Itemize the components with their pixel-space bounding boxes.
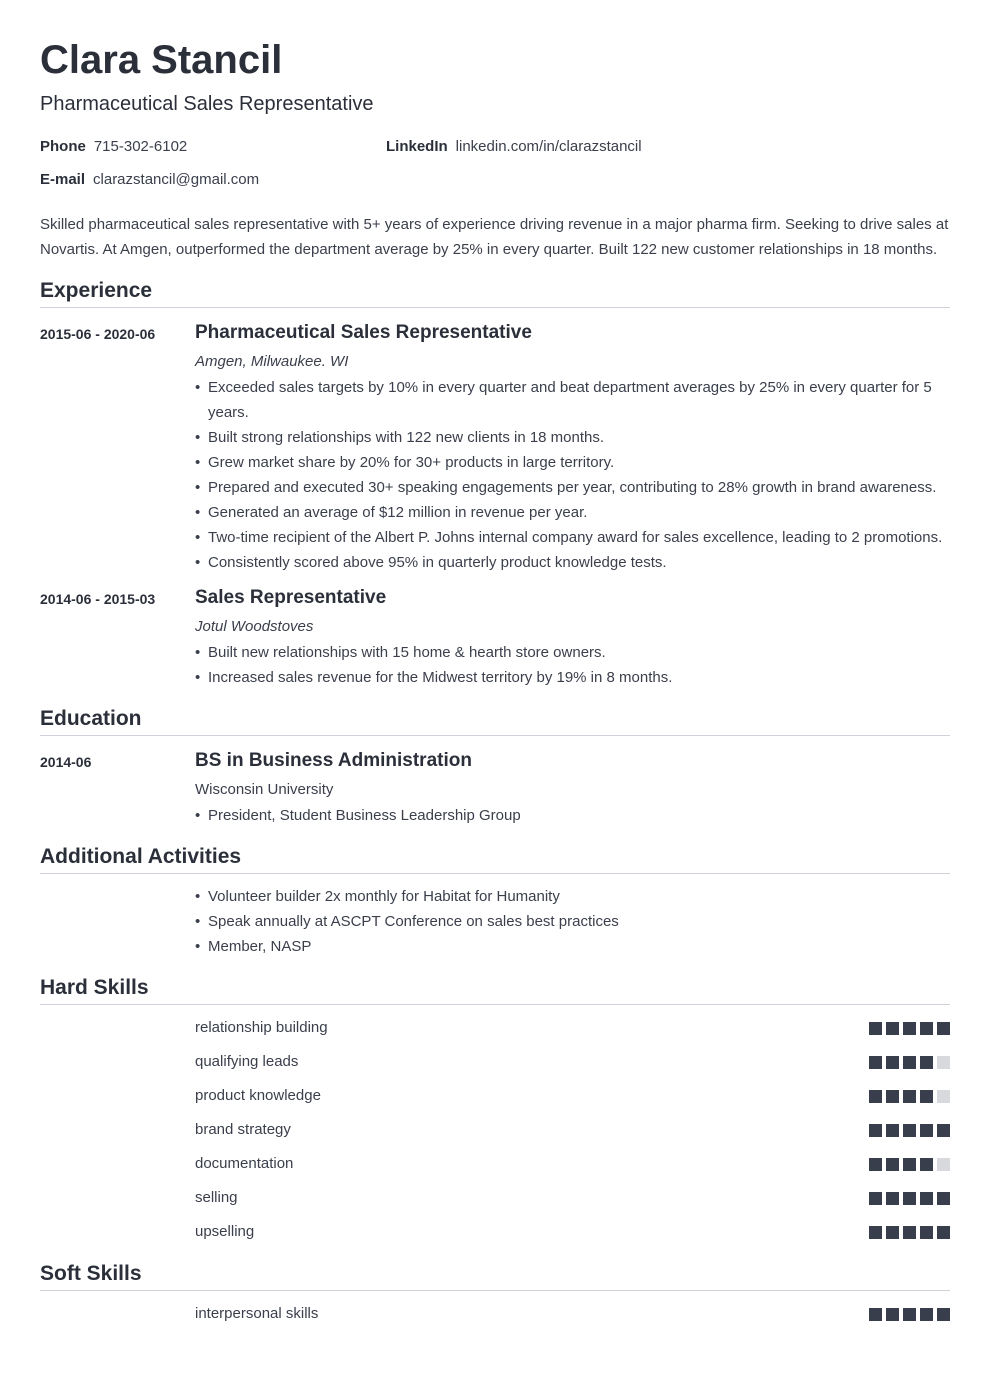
activities-bullets bbox=[195, 884, 955, 959]
rating-square-filled bbox=[886, 1308, 899, 1321]
skill-rating bbox=[865, 1124, 950, 1137]
job-2-dates: 2014-06 - 2015-03 bbox=[40, 591, 156, 607]
rating-square-filled bbox=[903, 1022, 916, 1035]
skill-row bbox=[195, 1018, 950, 1038]
skill-name: relationship building bbox=[195, 1019, 328, 1036]
list-item: • Consistently scored above 95% in quarterly product knowledge tests. bbox=[195, 550, 955, 575]
candidate-name: Clara Stancil bbox=[40, 38, 283, 82]
rating-square-filled bbox=[937, 1226, 950, 1239]
education-heading: Education bbox=[40, 705, 950, 736]
education-date: 2014-06 bbox=[40, 754, 92, 770]
candidate-title: Pharmaceutical Sales Representative bbox=[40, 93, 374, 115]
rating-square-filled bbox=[920, 1158, 933, 1171]
skill-name: selling bbox=[195, 1189, 238, 1206]
list-item: • Prepared and executed 30+ speaking engagements per year, contributing to 28% growth in brand awareness. bbox=[195, 475, 955, 500]
rating-square-filled bbox=[869, 1090, 882, 1103]
contact-linkedin bbox=[386, 137, 642, 157]
rating-square-filled bbox=[869, 1308, 882, 1321]
rating-square-filled bbox=[886, 1226, 899, 1239]
list-item: • Built new relationships with 15 home & hearth store owners. bbox=[195, 640, 955, 665]
skill-name: upselling bbox=[195, 1223, 255, 1240]
rating-square-filled bbox=[903, 1308, 916, 1321]
rating-square-filled bbox=[937, 1308, 950, 1321]
education-school: Wisconsin University bbox=[195, 781, 334, 798]
skill-name: brand strategy bbox=[195, 1121, 291, 1138]
soft-skills-heading: Soft Skills bbox=[40, 1260, 950, 1291]
rating-square-filled bbox=[886, 1022, 899, 1035]
list-item: • Built strong relationships with 122 new clients in 18 months. bbox=[195, 425, 955, 450]
rating-square-empty bbox=[937, 1090, 950, 1103]
job-2-bullets bbox=[195, 640, 955, 690]
list-item: • Member, NASP bbox=[195, 934, 955, 959]
rating-square-filled bbox=[869, 1056, 882, 1069]
rating-square-filled bbox=[903, 1090, 916, 1103]
skill-name: product knowledge bbox=[195, 1087, 321, 1104]
rating-square-filled bbox=[920, 1056, 933, 1069]
skill-row bbox=[195, 1222, 950, 1242]
list-item: • Generated an average of $12 million in revenue per year. bbox=[195, 500, 955, 525]
rating-square-filled bbox=[920, 1192, 933, 1205]
skill-rating bbox=[865, 1158, 950, 1171]
rating-square-filled bbox=[886, 1158, 899, 1171]
skill-row bbox=[195, 1188, 950, 1208]
linkedin-value: linkedin.com/in/clarazstancil bbox=[455, 138, 642, 155]
rating-square-empty bbox=[937, 1158, 950, 1171]
skill-name: interpersonal skills bbox=[195, 1305, 319, 1322]
contact-phone bbox=[40, 137, 187, 157]
rating-square-empty bbox=[937, 1056, 950, 1069]
education-bullets bbox=[195, 803, 955, 828]
skill-row bbox=[195, 1052, 950, 1072]
rating-square-filled bbox=[920, 1308, 933, 1321]
rating-square-filled bbox=[903, 1124, 916, 1137]
list-item: • Volunteer builder 2x monthly for Habitat for Humanity bbox=[195, 884, 955, 909]
phone-value: 715-302-6102 bbox=[93, 138, 188, 155]
rating-square-filled bbox=[886, 1056, 899, 1069]
list-item: • Speak annually at ASCPT Conference on sales best practices bbox=[195, 909, 955, 934]
skill-rating bbox=[865, 1308, 950, 1321]
email-label: E-mail bbox=[40, 171, 86, 188]
rating-square-filled bbox=[903, 1056, 916, 1069]
job-1-title: Pharmaceutical Sales Representative bbox=[195, 322, 532, 343]
rating-square-filled bbox=[920, 1022, 933, 1035]
linkedin-label: LinkedIn bbox=[386, 138, 448, 155]
education-degree: BS in Business Administration bbox=[195, 750, 472, 771]
skill-row bbox=[195, 1086, 950, 1106]
list-item: • Exceeded sales targets by 10% in every quarter and beat department averages by 25% in every quarter for 5 years. bbox=[195, 375, 955, 425]
skill-rating bbox=[865, 1192, 950, 1205]
rating-square-filled bbox=[886, 1090, 899, 1103]
rating-square-filled bbox=[869, 1124, 882, 1137]
skill-row bbox=[195, 1304, 950, 1324]
skill-rating bbox=[865, 1056, 950, 1069]
rating-square-filled bbox=[869, 1226, 882, 1239]
skill-rating bbox=[865, 1022, 950, 1035]
rating-square-filled bbox=[903, 1226, 916, 1239]
skill-name: qualifying leads bbox=[195, 1053, 299, 1070]
experience-heading: Experience bbox=[40, 277, 950, 308]
rating-square-filled bbox=[869, 1158, 882, 1171]
hard-skills-heading: Hard Skills bbox=[40, 974, 950, 1005]
rating-square-filled bbox=[886, 1124, 899, 1137]
skill-row bbox=[195, 1120, 950, 1140]
list-item: • Two-time recipient of the Albert P. Johns internal company award for sales excellence, leading to 2 promotions. bbox=[195, 525, 955, 550]
list-item: • President, Student Business Leadership Group bbox=[195, 803, 955, 828]
rating-square-filled bbox=[869, 1022, 882, 1035]
rating-square-filled bbox=[937, 1192, 950, 1205]
rating-square-filled bbox=[937, 1124, 950, 1137]
rating-square-filled bbox=[920, 1226, 933, 1239]
job-1-bullets bbox=[195, 375, 955, 575]
phone-label: Phone bbox=[40, 138, 86, 155]
job-2-title: Sales Representative bbox=[195, 587, 387, 608]
list-item: • Grew market share by 20% for 30+ products in large territory. bbox=[195, 450, 955, 475]
summary-paragraph: Skilled pharmaceutical sales representative with 5+ years of experience driving revenue in a major pharma firm. Seeking to drive sales at Novartis. At Amgen, outperformed the department average by 25% in every quarter. Built 122 new customer relationships in 18 months. bbox=[40, 216, 949, 258]
email-value: clarazstancil@gmail.com bbox=[93, 171, 260, 188]
rating-square-filled bbox=[920, 1124, 933, 1137]
job-1-dates: 2015-06 - 2020-06 bbox=[40, 326, 156, 342]
rating-square-filled bbox=[937, 1022, 950, 1035]
list-item: • Increased sales revenue for the Midwest territory by 19% in 8 months. bbox=[195, 665, 955, 690]
contact-email bbox=[40, 170, 259, 190]
skill-row bbox=[195, 1154, 950, 1174]
skill-rating bbox=[865, 1090, 950, 1103]
skill-name: documentation bbox=[195, 1155, 294, 1172]
rating-square-filled bbox=[886, 1192, 899, 1205]
rating-square-filled bbox=[920, 1090, 933, 1103]
activities-heading: Additional Activities bbox=[40, 843, 950, 874]
rating-square-filled bbox=[903, 1158, 916, 1171]
skill-rating bbox=[865, 1226, 950, 1239]
rating-square-filled bbox=[903, 1192, 916, 1205]
job-2-org: Jotul Woodstoves bbox=[195, 618, 314, 635]
job-1-org: Amgen, Milwaukee. WI bbox=[195, 353, 349, 370]
rating-square-filled bbox=[869, 1192, 882, 1205]
